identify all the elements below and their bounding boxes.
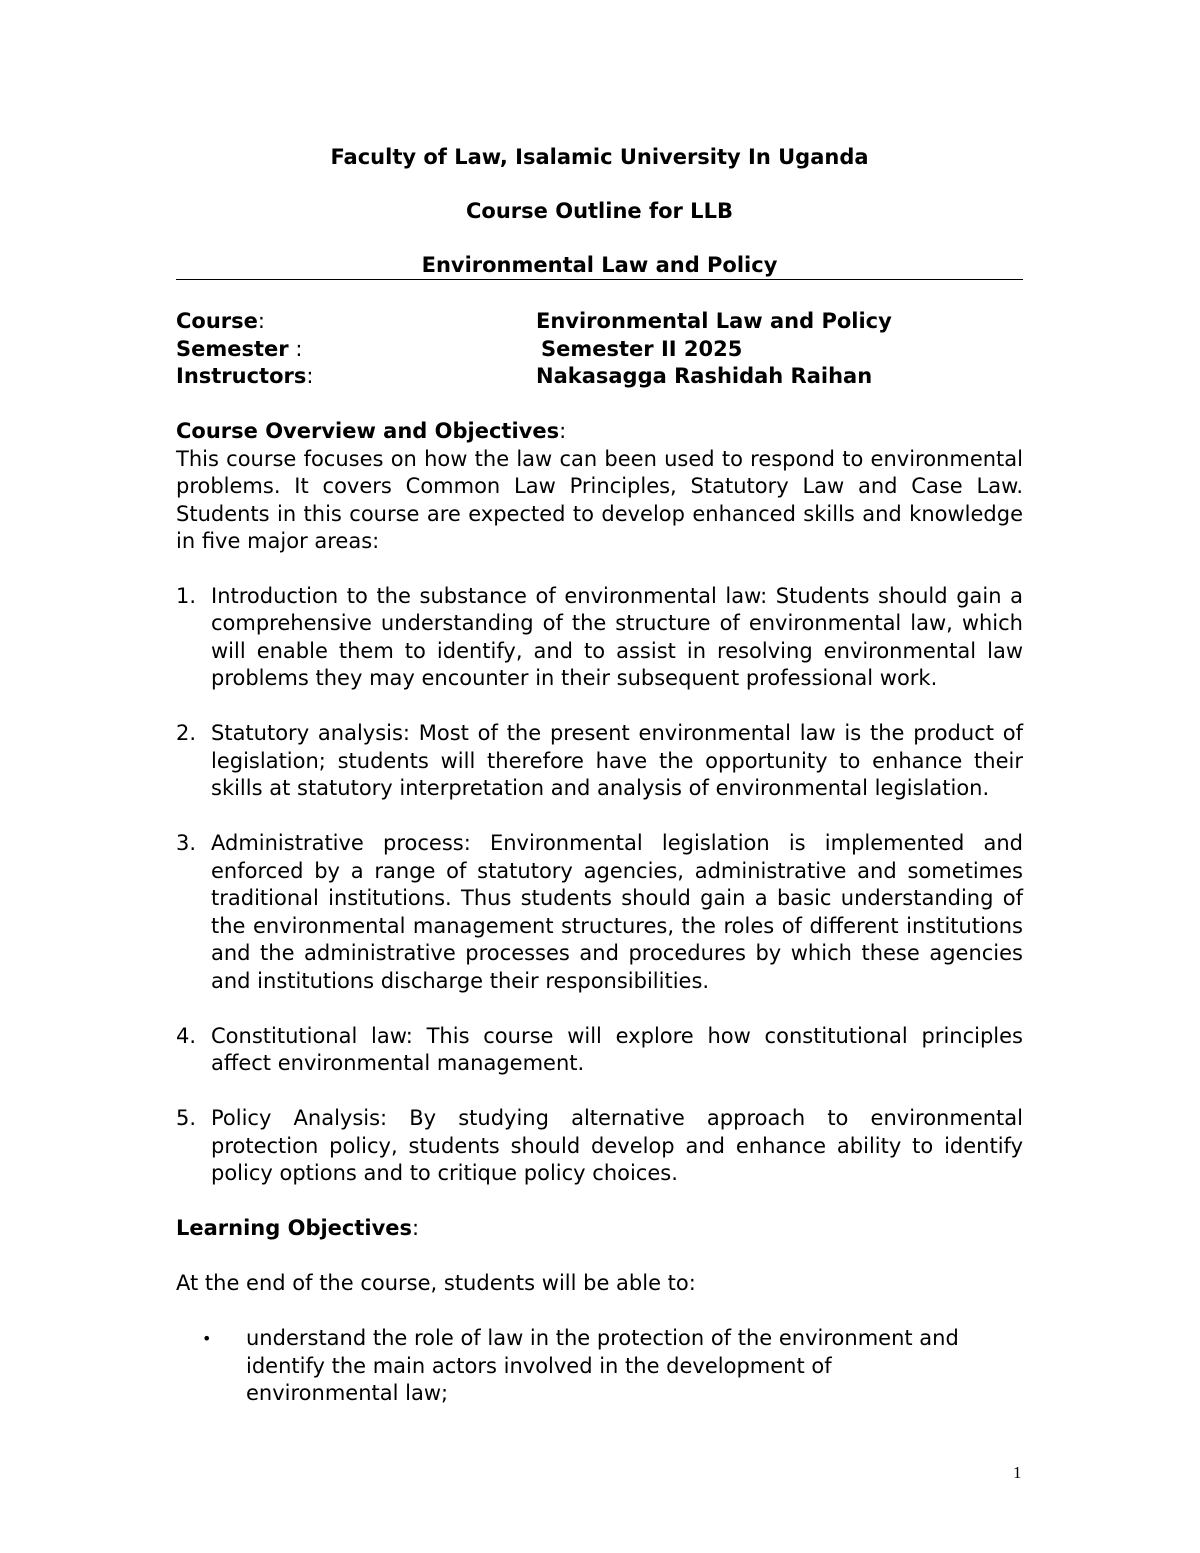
list-item-text: understand the role of law in the protection of the environment and identify the main actors involved in the development of environmental law; — [246, 1326, 959, 1405]
list-number: 1. — [176, 583, 197, 608]
meta-row-course — [176, 308, 1023, 336]
title-divider — [176, 279, 1023, 280]
list-item-text: Administrative process: Environmental legislation is implemented and enforced by a range of statutory agencies, administrative and sometimes traditional institutions. Thus students should gain a basic understanding of the environmental management structures, the roles of different institutions and the administrative processes and procedures by which these agencies and institutions discharge their responsibilities. — [211, 831, 1023, 993]
list-item-text: Constitutional law: This course will explore how constitutional principles affect environmental management. — [211, 1023, 1023, 1075]
learning-objectives-intro: At the end of the course, students will be able to: — [176, 1271, 696, 1295]
list-item — [176, 830, 1023, 995]
semester-value: Semester II 2025 — [541, 336, 743, 361]
list-number: 2. — [176, 721, 197, 745]
meta-row-instructors — [176, 363, 1023, 391]
list-item-text: Policy Analysis: By studying alternative approach to environmental protection policy, students should develop and enhance ability to identify policy options and to critique policy choices. — [211, 1106, 1023, 1185]
list-number: 5. — [176, 1106, 197, 1130]
list-item — [176, 720, 1023, 803]
list-number: 3. — [176, 831, 197, 855]
learning-objectives-list — [176, 1325, 1023, 1408]
list-item-text: Introduction to the substance of environmental law: Students should gain a comprehensive understanding of the structure of environmental law, which will enable them to identify, and to assist in resolving environmental law problems they may encounter in their subsequent professional work. — [211, 583, 1023, 690]
list-item-text: Statutory analysis: Most of the present environmental law is the product of legislation; students will therefore have the opportunity to enhance their skills at statutory interpretation and analysis of environmental legislation. — [211, 721, 1023, 800]
course-meta — [176, 308, 1023, 391]
overview-paragraph: This course focuses on how the law can been used to respond to environmental problems. It covers Common Law Principles, Statutory Law and Case Law. Students in this course are expected to develop enhanced skills and knowledge in five major areas: — [176, 446, 1023, 553]
list-item — [176, 1023, 1023, 1078]
course-value: Environmental Law and Policy — [536, 309, 892, 333]
document-body — [176, 418, 1023, 1408]
list-item — [176, 583, 1023, 693]
bullet-icon: • — [202, 1329, 212, 1348]
course-label: Course: — [176, 309, 265, 333]
overview-heading: Course Overview and Objectives: — [176, 419, 567, 443]
list-item — [176, 1325, 1023, 1408]
course-title: Environmental Law and Policy — [421, 253, 778, 277]
objectives-list — [176, 583, 1023, 1188]
list-number: 4. — [176, 1023, 197, 1048]
instructors-value: Nakasagga Rashidah Raihan — [536, 364, 873, 388]
instructors-label: Instructors: — [176, 364, 314, 388]
meta-row-semester — [176, 336, 1023, 364]
learning-objectives-heading: Learning Objectives: — [176, 1216, 420, 1240]
semester-label: Semester : — [176, 336, 303, 361]
page-number: 1 — [1013, 1463, 1022, 1482]
list-item — [176, 1105, 1023, 1188]
faculty-title: Faculty of Law, Isalamic University In Uganda — [330, 145, 869, 169]
course-outline-title: Course Outline for LLB — [466, 199, 733, 223]
